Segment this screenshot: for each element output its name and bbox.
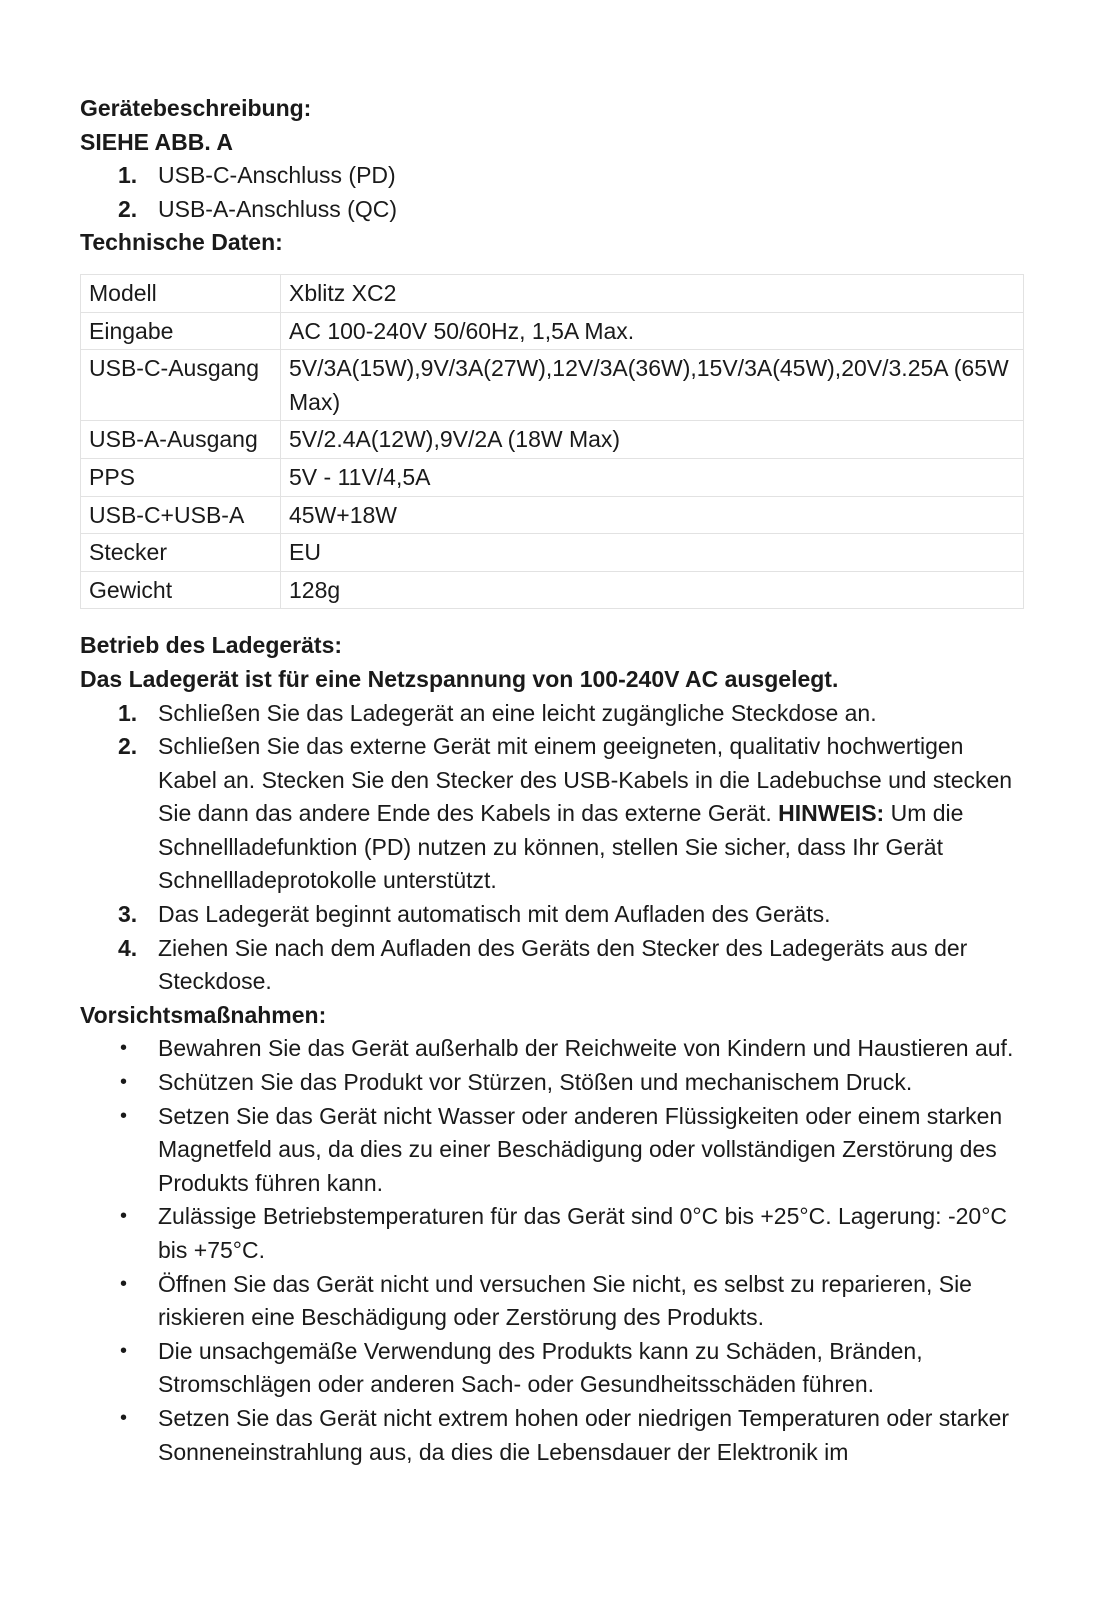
list-item: [80, 1066, 1024, 1100]
table-row: [81, 350, 1024, 421]
precautions-heading: Vorsichtsmaßnahmen:: [80, 1001, 327, 1028]
item-number: 2.: [118, 195, 138, 222]
item-text: Setzen Sie das Gerät nicht Wasser oder anderen Flüssigkeiten oder einem starken Magnetfeld aus, da dies zu einer Beschädigung oder vollständigen Zerstörung des Produkts führen kann.: [158, 1102, 1003, 1196]
item-text: Ziehen Sie nach dem Aufladen des Geräts den Stecker des Ladegeräts aus der Steckdose.: [158, 934, 968, 995]
spec-value: 128g: [281, 571, 1024, 609]
spec-key: Modell: [81, 274, 281, 312]
bullet-icon: •: [120, 1037, 128, 1060]
spec-value: AC 100-240V 50/60Hz, 1,5A Max.: [281, 312, 1024, 350]
list-item: [80, 932, 1024, 999]
note-text: Um die Schnellladefunktion (PD) nutzen zu können, stellen Sie sicher, dass Ihr Gerät Schnellladeprotokolle unterstützt.: [158, 800, 964, 894]
spec-key: PPS: [81, 458, 281, 496]
list-item: [80, 1335, 1024, 1402]
bullet-icon: •: [120, 1104, 128, 1127]
specs-heading: Technische Daten:: [80, 229, 283, 256]
item-number: 1.: [118, 162, 138, 189]
specs-section: [80, 226, 1024, 609]
device-description-section: [80, 92, 1024, 226]
spec-value: 45W+18W: [281, 496, 1024, 534]
item-text: USB-A-Anschluss (QC): [158, 195, 397, 222]
item-number: 2.: [118, 733, 138, 760]
operation-section: [80, 629, 1024, 999]
spec-key: USB-A-Ausgang: [81, 421, 281, 459]
item-text: Schließen Sie das Ladegerät an eine leicht zugängliche Steckdose an.: [158, 699, 877, 726]
bullet-icon: •: [120, 1339, 128, 1362]
list-item: [80, 898, 1024, 932]
item-number: 3.: [118, 901, 138, 928]
bullet-icon: •: [120, 1071, 128, 1094]
operation-heading: Betrieb des Ladegeräts:: [80, 632, 343, 659]
item-text: Setzen Sie das Gerät nicht extrem hohen oder niedrigen Temperaturen oder starker Sonneneinstrahlung aus, da dies die Lebensdauer der Elektronik im: [158, 1404, 1010, 1465]
port-item: [80, 193, 1024, 227]
spec-key: Eingabe: [81, 312, 281, 350]
table-row: [81, 458, 1024, 496]
table-row: [81, 534, 1024, 572]
list-item: [80, 1032, 1024, 1066]
item-text: Schließen Sie das externe Gerät mit einem geeigneten, qualitativ hochwertigen Kabel an. Stecken Sie den Stecker des USB-Kabels in die Ladebuchse und stecken Sie dann das andere Ende des Kabels in das externe Gerät.: [158, 733, 1013, 827]
list-item: [80, 697, 1024, 731]
spec-value: Xblitz XC2: [281, 274, 1024, 312]
item-text: Öffnen Sie das Gerät nicht und versuchen Sie nicht, es selbst zu reparieren, Sie riskieren eine Beschädigung oder Zerstörung des Produkts.: [158, 1270, 972, 1331]
port-list: [80, 159, 1024, 226]
item-text: Schützen Sie das Produkt vor Stürzen, Stößen und mechanischem Druck.: [158, 1069, 913, 1096]
spec-value: 5V/3A(15W),9V/3A(27W),12V/3A(36W),15V/3A(45W),20V/3.25A (65W Max): [281, 350, 1024, 421]
list-item: [80, 1100, 1024, 1201]
item-number: 1.: [118, 699, 138, 726]
spec-value: 5V/2.4A(12W),9V/2A (18W Max): [281, 421, 1024, 459]
table-row: [81, 496, 1024, 534]
figure-reference: SIEHE ABB. A: [80, 128, 233, 155]
list-item: [80, 1200, 1024, 1267]
spec-key: Gewicht: [81, 571, 281, 609]
item-text: Bewahren Sie das Gerät außerhalb der Reichweite von Kindern und Haustieren auf.: [158, 1035, 1014, 1062]
table-row: [81, 571, 1024, 609]
table-row: [81, 421, 1024, 459]
spec-key: USB-C-Ausgang: [81, 350, 281, 421]
specs-table: [80, 274, 1024, 609]
note-label: HINWEIS:: [778, 800, 885, 827]
item-text: USB-C-Anschluss (PD): [158, 162, 396, 189]
list-item: [80, 1402, 1024, 1469]
item-number: 4.: [118, 934, 138, 961]
operation-steps: [80, 697, 1024, 999]
bullet-icon: •: [120, 1406, 128, 1429]
bullet-icon: •: [120, 1205, 128, 1228]
spec-value: EU: [281, 534, 1024, 572]
precautions-list: [80, 1032, 1024, 1469]
item-text: Zulässige Betriebstemperaturen für das Gerät sind 0°C bis +25°C. Lagerung: -20°C bis +75°C.: [158, 1203, 1008, 1263]
device-description-heading: Gerätebeschreibung:: [80, 95, 312, 121]
item-text: Das Ladegerät beginnt automatisch mit dem Aufladen des Geräts.: [158, 901, 831, 928]
item-text: Die unsachgemäße Verwendung des Produkts kann zu Schäden, Bränden, Stromschlägen oder anderen Sach- oder Gesundheitsschäden führen.: [158, 1337, 923, 1398]
operation-voltage-note: Das Ladegerät ist für eine Netzspannung von 100-240V AC ausgelegt.: [80, 665, 839, 692]
precautions-section: [80, 999, 1024, 1469]
bullet-icon: •: [120, 1272, 128, 1295]
spec-key: USB-C+USB-A: [81, 496, 281, 534]
spec-value: 5V - 11V/4,5A: [281, 458, 1024, 496]
list-item: [80, 1268, 1024, 1335]
port-item: [80, 159, 1024, 193]
table-row: [81, 312, 1024, 350]
spec-key: Stecker: [81, 534, 281, 572]
list-item: [80, 730, 1024, 898]
table-row: [81, 274, 1024, 312]
